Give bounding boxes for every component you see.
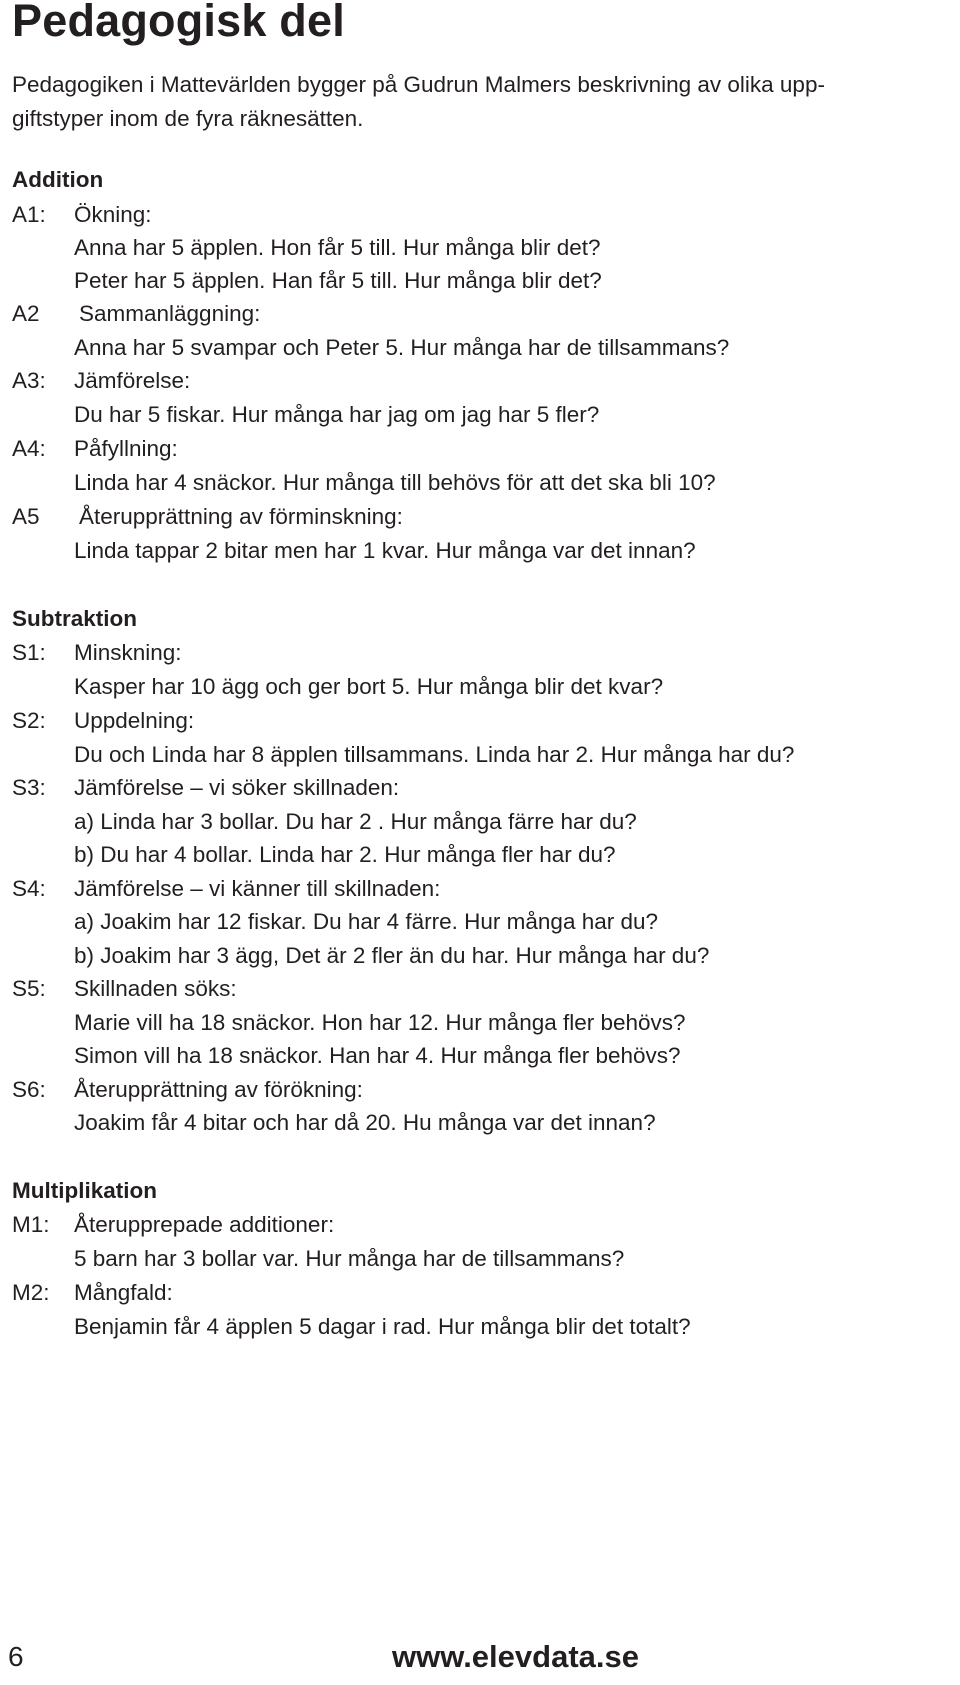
section-heading-addition: Addition xyxy=(12,167,104,192)
task-code: A3: xyxy=(12,368,46,393)
task-code: S1: xyxy=(12,640,46,665)
task-code: A5 xyxy=(12,504,40,529)
task-code: A2 xyxy=(12,301,40,326)
task-label: Mångfald: xyxy=(74,1280,173,1305)
task-label: Minskning: xyxy=(74,640,182,665)
section-heading-subtraktion: Subtraktion xyxy=(12,606,138,631)
task-code: M1: xyxy=(12,1212,50,1237)
task-code: S2: xyxy=(12,708,46,733)
page-number: 6 xyxy=(8,1641,24,1672)
task-label: Jämförelse – vi söker skillnaden: xyxy=(74,775,400,800)
task-code: S4: xyxy=(12,876,46,901)
task-code: S3: xyxy=(12,775,46,800)
task-label: Återupprättning av förökning: xyxy=(74,1077,363,1102)
task-code: A4: xyxy=(12,436,46,461)
section-heading-multiplikation: Multiplikation xyxy=(12,1178,157,1203)
website-footer: www.elevdata.se xyxy=(392,1639,639,1674)
intro-line: Pedagogiken i Mattevärlden bygger på Gudrun Malmers beskrivning av olika upp- xyxy=(12,72,825,97)
task-label: Jämförelse: xyxy=(74,368,191,393)
task-code: S5: xyxy=(12,976,46,1001)
page-title: Pedagogisk del xyxy=(12,0,345,46)
task-label: Återupprepade additioner: xyxy=(74,1212,335,1237)
task-label: Återupprättning av förminskning: xyxy=(79,504,403,529)
intro-paragraph xyxy=(12,68,952,136)
intro-line: giftstyper inom de fyra räknesätten. xyxy=(12,106,364,131)
task-label: Påfyllning: xyxy=(74,436,178,461)
task-code: M2: xyxy=(12,1280,50,1305)
task-label: Uppdelning: xyxy=(74,708,195,733)
task-label: Sammanläggning: xyxy=(79,301,261,326)
task-label: Ökning: xyxy=(74,202,152,227)
task-label: Skillnaden söks: xyxy=(74,976,237,1001)
task-code: S6: xyxy=(12,1077,46,1102)
task-code: A1: xyxy=(12,202,46,227)
task-label: Jämförelse – vi känner till skillnaden: xyxy=(74,876,441,901)
